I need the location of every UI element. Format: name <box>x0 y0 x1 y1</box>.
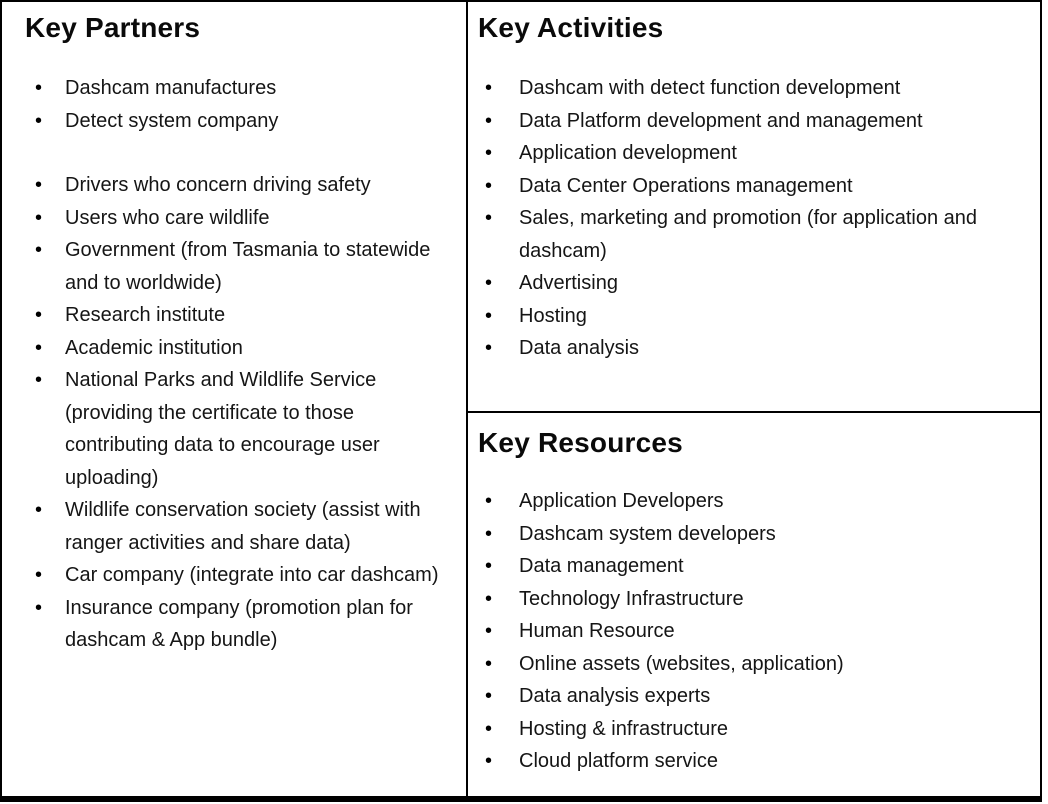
key-activities-title: Key Activities <box>478 12 664 43</box>
bullet-icon: • <box>485 685 493 707</box>
list-item-text: Research institute <box>65 304 226 326</box>
list-item <box>485 485 1040 518</box>
bullet-icon: • <box>485 555 493 577</box>
list-item-text: Data analysis <box>519 337 640 359</box>
list-item-text: Hosting <box>519 304 587 327</box>
bullet-list <box>35 72 466 137</box>
bullet-icon: • <box>35 596 43 619</box>
list-item <box>485 615 1040 648</box>
list-item-text: Application development <box>519 142 737 164</box>
list-item-text: Dashcam system developers <box>519 522 776 545</box>
list-item <box>35 332 466 365</box>
list-item-text: Data analysis experts <box>519 685 711 707</box>
list-item <box>485 300 1040 333</box>
list-item-text: Hosting & infrastructure <box>519 717 728 740</box>
key-activities-list-area <box>468 72 1040 365</box>
list-item-text: Application Developers <box>519 490 724 512</box>
bullet-icon: • <box>35 77 43 99</box>
bullet-icon: • <box>35 109 43 132</box>
list-item-text: Advertising <box>519 272 618 294</box>
list-item-text: Data Center Operations management <box>519 174 853 197</box>
list-item <box>485 713 1040 746</box>
bullet-icon: • <box>485 109 493 132</box>
list-item-text: Users who care wildlife <box>65 206 270 229</box>
list-item <box>485 72 1040 105</box>
list-item <box>485 680 1040 713</box>
bullet-icon: • <box>485 620 493 642</box>
list-item-text: Sales, marketing and promotion (for application and dashcam) <box>519 207 978 262</box>
section-key-activities <box>468 2 1040 413</box>
list-item <box>485 550 1040 583</box>
bullet-icon: • <box>485 77 493 99</box>
bullet-icon: • <box>485 304 493 327</box>
list-item-text: Dashcam with detect function development <box>519 77 901 99</box>
list-item-text: Government (from Tasmania to statewide and to worldwide) <box>65 239 431 294</box>
bullet-icon: • <box>485 522 493 545</box>
bullet-icon: • <box>35 564 43 586</box>
key-partners-title: Key Partners <box>25 12 201 43</box>
bullet-icon: • <box>485 587 493 610</box>
list-item <box>35 364 466 494</box>
list-item-text: Cloud platform service <box>519 750 718 772</box>
list-item <box>35 169 466 202</box>
list-item <box>485 137 1040 170</box>
bullet-icon: • <box>35 499 43 521</box>
bullet-icon: • <box>485 652 493 675</box>
bullet-icon: • <box>485 717 493 740</box>
right-column <box>468 2 1040 796</box>
list-item <box>485 583 1040 616</box>
list-item <box>35 559 466 592</box>
list-item <box>485 648 1040 681</box>
bullet-icon: • <box>35 304 43 326</box>
list-item <box>485 202 1040 267</box>
bullet-icon: • <box>485 174 493 197</box>
bullet-icon: • <box>485 142 493 164</box>
bullet-list <box>485 485 1040 778</box>
list-item-text: Dashcam manufactures <box>65 77 277 99</box>
bullet-icon: • <box>35 336 43 359</box>
list-item-text: Technology Infrastructure <box>519 587 744 610</box>
key-resources-list-area <box>468 485 1040 778</box>
bullet-icon: • <box>35 206 43 229</box>
list-item-text: Academic institution <box>65 336 243 359</box>
list-item <box>485 518 1040 551</box>
bullet-icon: • <box>485 490 493 512</box>
list-item <box>485 267 1040 300</box>
list-item <box>35 299 466 332</box>
list-item <box>485 170 1040 203</box>
bullet-icon: • <box>485 272 493 294</box>
key-partners-list-area <box>2 72 466 657</box>
list-item <box>35 494 466 559</box>
list-item <box>35 105 466 138</box>
bullet-icon: • <box>485 750 493 772</box>
list-item-text: National Parks and Wildlife Service (providing the certificate to those contributing data to encourage user uploading) <box>65 369 380 489</box>
list-item <box>485 105 1040 138</box>
bullet-list <box>35 169 466 657</box>
bullet-icon: • <box>35 174 43 196</box>
list-item <box>35 72 466 105</box>
bullet-list <box>485 72 1040 365</box>
list-item-text: Online assets (websites, application) <box>519 652 844 675</box>
section-key-resources <box>468 413 1040 796</box>
bullet-icon: • <box>35 369 43 391</box>
list-item-text: Insurance company (promotion plan for dashcam & App bundle) <box>65 596 413 651</box>
section-key-partners <box>2 2 468 796</box>
key-resources-title: Key Resources <box>478 427 683 458</box>
list-item <box>35 592 466 657</box>
bullet-icon: • <box>485 207 493 229</box>
list-item-text: Drivers who concern driving safety <box>65 174 371 196</box>
list-item-text: Car company (integrate into car dashcam) <box>65 564 439 586</box>
list-item-text: Data management <box>519 555 684 577</box>
list-item <box>35 202 466 235</box>
list-item-text: Wildlife conservation society (assist with ranger activities and share data) <box>65 499 421 554</box>
list-item <box>35 234 466 299</box>
list-item-text: Detect system company <box>65 109 279 132</box>
list-item-text: Human Resource <box>519 620 675 642</box>
list-item-text: Data Platform development and management <box>519 109 923 132</box>
list-item <box>485 332 1040 365</box>
bullet-icon: • <box>35 239 43 261</box>
list-item <box>485 745 1040 778</box>
bullet-icon: • <box>485 337 493 359</box>
